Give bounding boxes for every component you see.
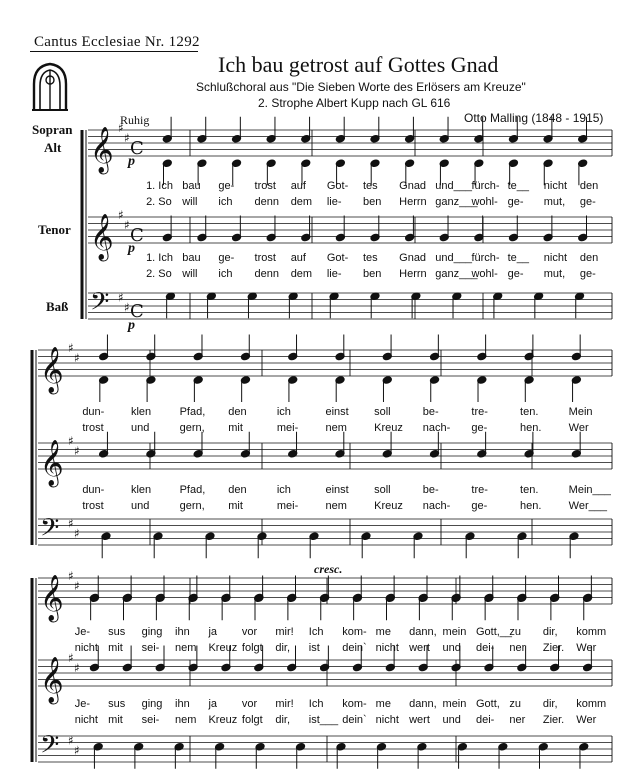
- lyric-verse2: folgt: [241, 642, 263, 654]
- lyric-verse2: nem: [175, 642, 197, 654]
- series-label: Cantus Ecclesiae Nr. 1292: [34, 34, 200, 50]
- lyric-verse1: sus: [108, 626, 126, 638]
- lyric-verse1: den: [579, 252, 599, 264]
- lyric-verse1: dir,: [542, 626, 558, 638]
- lyric-verse2: dem: [290, 196, 313, 208]
- lyric-verse2: ge-: [579, 268, 596, 280]
- lyric-verse1: und___: [435, 252, 473, 264]
- tenor-staff-treble-clef: 𝄞: [40, 657, 64, 703]
- lyric-verse2: hen.: [520, 422, 542, 434]
- lyric-verse2: nicht: [375, 642, 399, 654]
- lyric-verse1: tes: [363, 252, 378, 264]
- subtitle: Schlußchoral aus "Die Sieben Worte des Erlösers am Kreuze": [196, 80, 526, 94]
- lyric-verse1: Mein: [568, 406, 593, 418]
- lyric-verse1: nicht: [543, 252, 568, 264]
- lyric-verse2: Herrn: [399, 268, 427, 280]
- lyric-verse2: ge-: [471, 500, 488, 512]
- lyric-verse1: den: [228, 484, 247, 496]
- lyric-verse2: dei-: [475, 642, 495, 654]
- lyric-verse2: ganz___: [435, 268, 478, 280]
- lyric-verse2: sei-: [141, 642, 160, 654]
- lyric-verse1: Got-: [326, 252, 349, 264]
- bass-staff-key-sharp: ♯: [68, 733, 74, 748]
- lyric-verse2: ner: [509, 642, 526, 654]
- soprano-alto-staff-key-sharp: ♯: [74, 350, 80, 365]
- tenor-staff-key-sharp: ♯: [68, 434, 74, 448]
- lyric-verse2: ben: [363, 196, 382, 208]
- lyric-verse1: bau: [182, 252, 201, 264]
- lyric-verse2: Kreuz: [208, 642, 238, 654]
- lyric-verse1: Pfad,: [179, 406, 206, 418]
- lyric-verse1: zu: [509, 698, 522, 710]
- lyric-verse1: komm: [576, 626, 607, 638]
- lyric-verse2: trost: [82, 500, 104, 512]
- hymn-title: Ich bau getrost auf Gottes Gnad: [218, 52, 499, 77]
- soprano-alto-staff-treble-clef: 𝄞: [90, 127, 114, 173]
- lyric-verse1: mein: [442, 698, 467, 710]
- voice-label-bass: Baß: [46, 299, 69, 314]
- lyric-verse2: Kreuz: [374, 422, 403, 434]
- lyric-verse2: folgt: [241, 714, 263, 726]
- bass-staff-key-sharp: ♯: [74, 526, 80, 541]
- soprano-alto-staff-key-sharp: ♯: [68, 341, 74, 355]
- lyric-verse1: ja: [208, 626, 218, 638]
- lyric-verse1: soll: [374, 406, 391, 418]
- lyric-verse1: bau: [182, 180, 201, 192]
- lyric-verse1: soll: [374, 484, 391, 496]
- lyric-verse2: mit: [228, 422, 243, 434]
- lyric-verse2: und: [442, 642, 461, 654]
- lyric-verse1: Gott,: [475, 698, 500, 710]
- lyric-verse2: will: [182, 196, 198, 208]
- lyric-verse2: wohl-: [471, 268, 498, 280]
- lyric-verse2: trost: [82, 422, 104, 434]
- lyric-verse1: ich: [276, 484, 291, 496]
- lyric-verse2: ge-: [507, 196, 524, 208]
- tempo-marking: Ruhig: [120, 113, 150, 127]
- dynamic-soprano: p: [128, 154, 135, 169]
- lyric-verse2: nem: [175, 714, 197, 726]
- lyric-verse1: vor: [241, 626, 258, 638]
- lyric-verse1: ging: [141, 626, 163, 638]
- verse-source: 2. Strophe Albert Kupp nach GL 616: [258, 96, 451, 110]
- lyric-verse2: ge-: [471, 422, 488, 434]
- lyric-verse2: ge-: [507, 268, 524, 280]
- lyric-verse1: dun-: [82, 406, 105, 418]
- lyric-verse1: Pfad,: [179, 484, 206, 496]
- lyric-verse2: wert: [409, 642, 430, 654]
- lyric-verse1: tes: [363, 180, 378, 192]
- time-signature: C: [130, 225, 144, 246]
- lyric-verse1: mein: [442, 626, 467, 638]
- lyric-verse2: dem: [290, 268, 313, 280]
- lyric-verse1: den: [228, 406, 247, 418]
- tenor-staff-key-sharp: ♯: [74, 660, 80, 675]
- soprano-alto-staff-treble-clef: 𝄞: [40, 575, 64, 621]
- lyric-verse2: mei-: [276, 422, 299, 434]
- lyric-verse1: auf: [290, 252, 306, 264]
- time-signature: C: [130, 138, 144, 159]
- dynamic-tenor: p: [128, 241, 135, 256]
- lyric-verse1: kom-: [342, 626, 367, 638]
- lyric-verse2: lie-: [326, 196, 342, 208]
- voice-label-soprano: Sopran: [32, 122, 73, 137]
- lyric-verse1: dann,: [409, 626, 437, 638]
- lyric-verse1: Gnad: [399, 252, 427, 264]
- lyric-verse2: und: [130, 500, 150, 512]
- lyric-verse2: dein`: [342, 714, 367, 726]
- lyric-verse1: 1. Ich: [146, 252, 173, 264]
- lyric-verse1: mir!: [275, 698, 294, 710]
- lyric-verse1: ging: [141, 698, 163, 710]
- lyric-verse1: den: [579, 180, 599, 192]
- tenor-staff-key-sharp: ♯: [124, 217, 130, 232]
- lyric-verse1: trost: [254, 180, 276, 192]
- gothic-window-icon: [30, 62, 70, 112]
- lyric-verse2: hen.: [520, 500, 542, 512]
- lyric-verse2: mit: [108, 714, 123, 726]
- lyric-verse1: dann,: [409, 698, 437, 710]
- voice-label-tenor: Tenor: [38, 222, 71, 237]
- lyric-verse1: klen: [130, 406, 152, 418]
- lyric-verse1: nicht: [543, 180, 568, 192]
- lyric-verse1: dun-: [82, 484, 105, 496]
- lyric-verse1: Gnad: [399, 180, 427, 192]
- lyric-verse2: dir,: [275, 642, 291, 654]
- lyric-verse2: ich: [218, 196, 233, 208]
- lyric-verse1: auf: [290, 180, 306, 192]
- lyric-verse1: te__: [507, 180, 530, 192]
- lyric-verse1: 1. Ich: [146, 180, 173, 192]
- lyric-verse1: Je-: [74, 626, 90, 638]
- lyric-verse1: ich: [276, 406, 291, 418]
- lyric-verse2: mei-: [276, 500, 299, 512]
- lyric-verse1: komm: [576, 698, 607, 710]
- lyric-verse2: und: [130, 422, 150, 434]
- lyric-verse1: einst: [325, 484, 349, 496]
- lyric-verse2: nem: [325, 422, 347, 434]
- composer: Otto Malling (1848 - 1915): [464, 111, 604, 125]
- soprano-alto-staff-key-sharp: ♯: [124, 130, 130, 145]
- lyric-verse2: Zier.: [542, 642, 565, 654]
- lyric-verse2: mut,: [543, 268, 566, 280]
- lyric-verse2: ben: [363, 268, 382, 280]
- lyric-verse1: Ich: [308, 698, 324, 710]
- lyric-verse1: Mein___: [568, 484, 611, 496]
- lyric-verse2: nicht: [74, 714, 98, 726]
- tenor-staff-key-sharp: ♯: [74, 443, 80, 458]
- lyric-verse1: zu: [509, 626, 522, 638]
- lyric-verse2: nicht: [74, 642, 98, 654]
- lyric-verse1: ihn: [175, 626, 190, 638]
- lyric-verse1: tre-: [471, 406, 488, 418]
- lyric-verse2: 2. So: [146, 268, 172, 280]
- lyric-verse2: gern,: [179, 500, 205, 512]
- soprano-alto-staff-key-sharp: ♯: [68, 569, 74, 583]
- voice-label-alto: Alt: [44, 140, 62, 155]
- tenor-staff-key-sharp: ♯: [68, 651, 74, 665]
- lyric-verse2: Wer: [576, 714, 597, 726]
- lyric-verse2: dir,: [275, 714, 291, 726]
- lyric-verse2: Kreuz: [374, 500, 403, 512]
- crescendo-marking: cresc.: [314, 562, 343, 576]
- lyric-verse2: nach-: [422, 500, 451, 512]
- lyric-verse1: kom-: [342, 698, 367, 710]
- lyric-verse1: sus: [108, 698, 126, 710]
- lyric-verse1: be-: [422, 484, 439, 496]
- lyric-verse1: te__: [507, 252, 530, 264]
- lyric-verse1: be-: [422, 406, 439, 418]
- lyric-verse1: tre-: [471, 484, 488, 496]
- lyric-verse1: Je-: [74, 698, 90, 710]
- lyric-verse1: ge-: [218, 252, 235, 264]
- lyric-verse1: Ich: [308, 626, 324, 638]
- lyric-verse1: dir,: [542, 698, 558, 710]
- lyric-verse2: mut,: [543, 196, 566, 208]
- lyric-verse2: sei-: [141, 714, 160, 726]
- lyric-verse1: fürch-: [471, 252, 500, 264]
- lyric-verse1: me: [375, 626, 391, 638]
- lyric-verse2: Kreuz: [208, 714, 238, 726]
- lyric-verse1: fürch-: [471, 180, 500, 192]
- lyric-verse1: ja: [208, 698, 218, 710]
- lyric-verse2: Wer___: [568, 500, 607, 512]
- lyric-verse2: nicht: [375, 714, 399, 726]
- dynamic-bass: p: [128, 318, 135, 333]
- lyric-verse2: will: [182, 268, 198, 280]
- lyric-verse2: dei-: [475, 714, 495, 726]
- bass-staff-bass-clef: 𝄢: [40, 730, 60, 766]
- lyric-verse2: ge-: [579, 196, 596, 208]
- lyric-verse2: ich: [218, 268, 233, 280]
- lyric-verse2: Zier.: [542, 714, 565, 726]
- lyric-verse2: und: [442, 714, 461, 726]
- lyric-verse1: Gott,__: [475, 626, 513, 638]
- lyric-verse2: mit: [228, 500, 243, 512]
- lyric-verse1: und___: [435, 180, 473, 192]
- lyric-verse1: trost: [254, 252, 276, 264]
- lyric-verse1: me: [375, 698, 391, 710]
- lyric-verse1: ten.: [520, 406, 539, 418]
- lyric-verse2: ner: [509, 714, 526, 726]
- lyric-verse2: nem: [325, 500, 347, 512]
- lyric-verse1: vor: [241, 698, 258, 710]
- bass-staff-bass-clef: 𝄢: [40, 513, 60, 549]
- tenor-staff-treble-clef: 𝄞: [40, 440, 64, 486]
- bass-staff-key-sharp: ♯: [124, 300, 130, 315]
- lyric-verse2: 2. So: [146, 196, 172, 208]
- lyric-verse2: ist: [308, 642, 320, 654]
- bass-staff-key-sharp: ♯: [74, 743, 80, 758]
- lyric-verse1: klen: [130, 484, 152, 496]
- series-underline: [30, 51, 198, 52]
- soprano-alto-staff-treble-clef: 𝄞: [40, 347, 64, 393]
- lyric-verse2: gern,: [179, 422, 205, 434]
- lyric-verse2: Wer: [576, 642, 597, 654]
- lyric-verse2: wohl-: [471, 196, 498, 208]
- lyric-verse2: Herrn: [399, 196, 427, 208]
- lyric-verse2: wert: [409, 714, 430, 726]
- soprano-alto-staff-key-sharp: ♯: [74, 578, 80, 593]
- bass-staff-bass-clef: 𝄢: [90, 287, 110, 323]
- time-signature: C: [130, 301, 144, 322]
- lyric-verse1: mir!: [275, 626, 294, 638]
- lyric-verse1: ihn: [175, 698, 190, 710]
- lyric-verse1: ten.: [520, 484, 539, 496]
- tenor-staff-treble-clef: 𝄞: [90, 214, 114, 260]
- tenor-staff-key-sharp: ♯: [118, 208, 124, 222]
- soprano-alto-staff-key-sharp: ♯: [118, 121, 124, 135]
- lyric-verse2: ist___: [308, 714, 339, 726]
- lyric-verse2: lie-: [326, 268, 342, 280]
- lyric-verse2: mit: [108, 642, 123, 654]
- bass-staff-key-sharp: ♯: [68, 516, 74, 531]
- bass-staff-key-sharp: ♯: [118, 290, 124, 305]
- lyric-verse1: Got-: [326, 180, 349, 192]
- lyric-verse2: Wer: [568, 422, 589, 434]
- lyric-verse1: ge-: [218, 180, 235, 192]
- lyric-verse2: nach-: [422, 422, 451, 434]
- lyric-verse2: dein`: [342, 642, 367, 654]
- lyric-verse2: ganz___: [435, 196, 478, 208]
- lyric-verse2: denn: [254, 196, 280, 208]
- lyric-verse1: einst: [325, 406, 349, 418]
- lyric-verse2: denn: [254, 268, 280, 280]
